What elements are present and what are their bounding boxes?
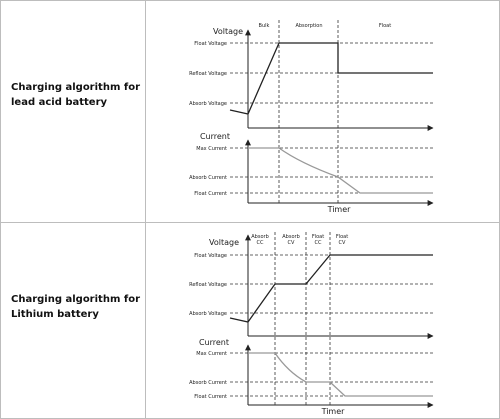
li-absorb-voltage-label: Absorb Voltage	[189, 311, 227, 317]
li-phase-float-cc-2: CC	[314, 240, 322, 246]
row-1-label-line1: Charging algorithm for	[11, 82, 140, 93]
li-phase-absorb-cc-1: Absorb	[251, 234, 269, 240]
li-phase-absorb-cc-2: CC	[256, 240, 264, 246]
li-float-voltage-label: Float Voltage	[194, 253, 227, 259]
li-max-current-label: Max Current	[196, 351, 227, 357]
row-2-label-line1: Charging algorithm for	[11, 294, 140, 305]
li-float-current-label: Float Current	[194, 394, 227, 400]
li-phase-float-cv-2: CV	[338, 240, 346, 246]
li-phase-float-cc-1: Float	[311, 234, 325, 240]
li-current-title: Current	[198, 338, 230, 347]
li-time-label: Timer	[321, 407, 345, 416]
lead-float-current-label: Float Current	[194, 191, 227, 197]
li-voltage-curve	[230, 255, 433, 322]
lead-absorb-voltage-label: Absorb Voltage	[189, 101, 227, 107]
lead-absorb-current-label: Absorb Current	[189, 175, 227, 181]
li-phase-absorb-cv-1: Absorb	[282, 234, 300, 240]
lead-phase-absorption: Absorption	[295, 23, 323, 29]
li-absorb-current-label: Absorb Current	[189, 380, 227, 386]
lead-phase-float: Float	[378, 23, 392, 29]
lead-phase-bulk: Bulk	[258, 23, 270, 29]
lead-time-label: Timer	[327, 205, 351, 214]
li-refloat-voltage-label: Refloat Voltage	[189, 282, 227, 288]
row-1-label-line2: lead acid battery	[11, 97, 108, 108]
lead-float-voltage-label: Float Voltage	[194, 41, 227, 47]
li-phase-absorb-cv-2: CV	[287, 240, 295, 246]
li-phase-float-cv-1: Float	[335, 234, 349, 240]
li-voltage-title: Voltage	[208, 238, 240, 247]
lead-voltage-title: Voltage	[212, 27, 244, 36]
lead-current-title: Current	[199, 132, 231, 141]
row-2-label-line2: Lithium battery	[11, 309, 99, 320]
lead-max-current-label: Max Current	[196, 146, 227, 152]
lead-current-curve	[248, 148, 433, 193]
lead-refloat-voltage-label: Refloat Voltage	[189, 71, 227, 77]
li-current-curve	[248, 353, 433, 396]
